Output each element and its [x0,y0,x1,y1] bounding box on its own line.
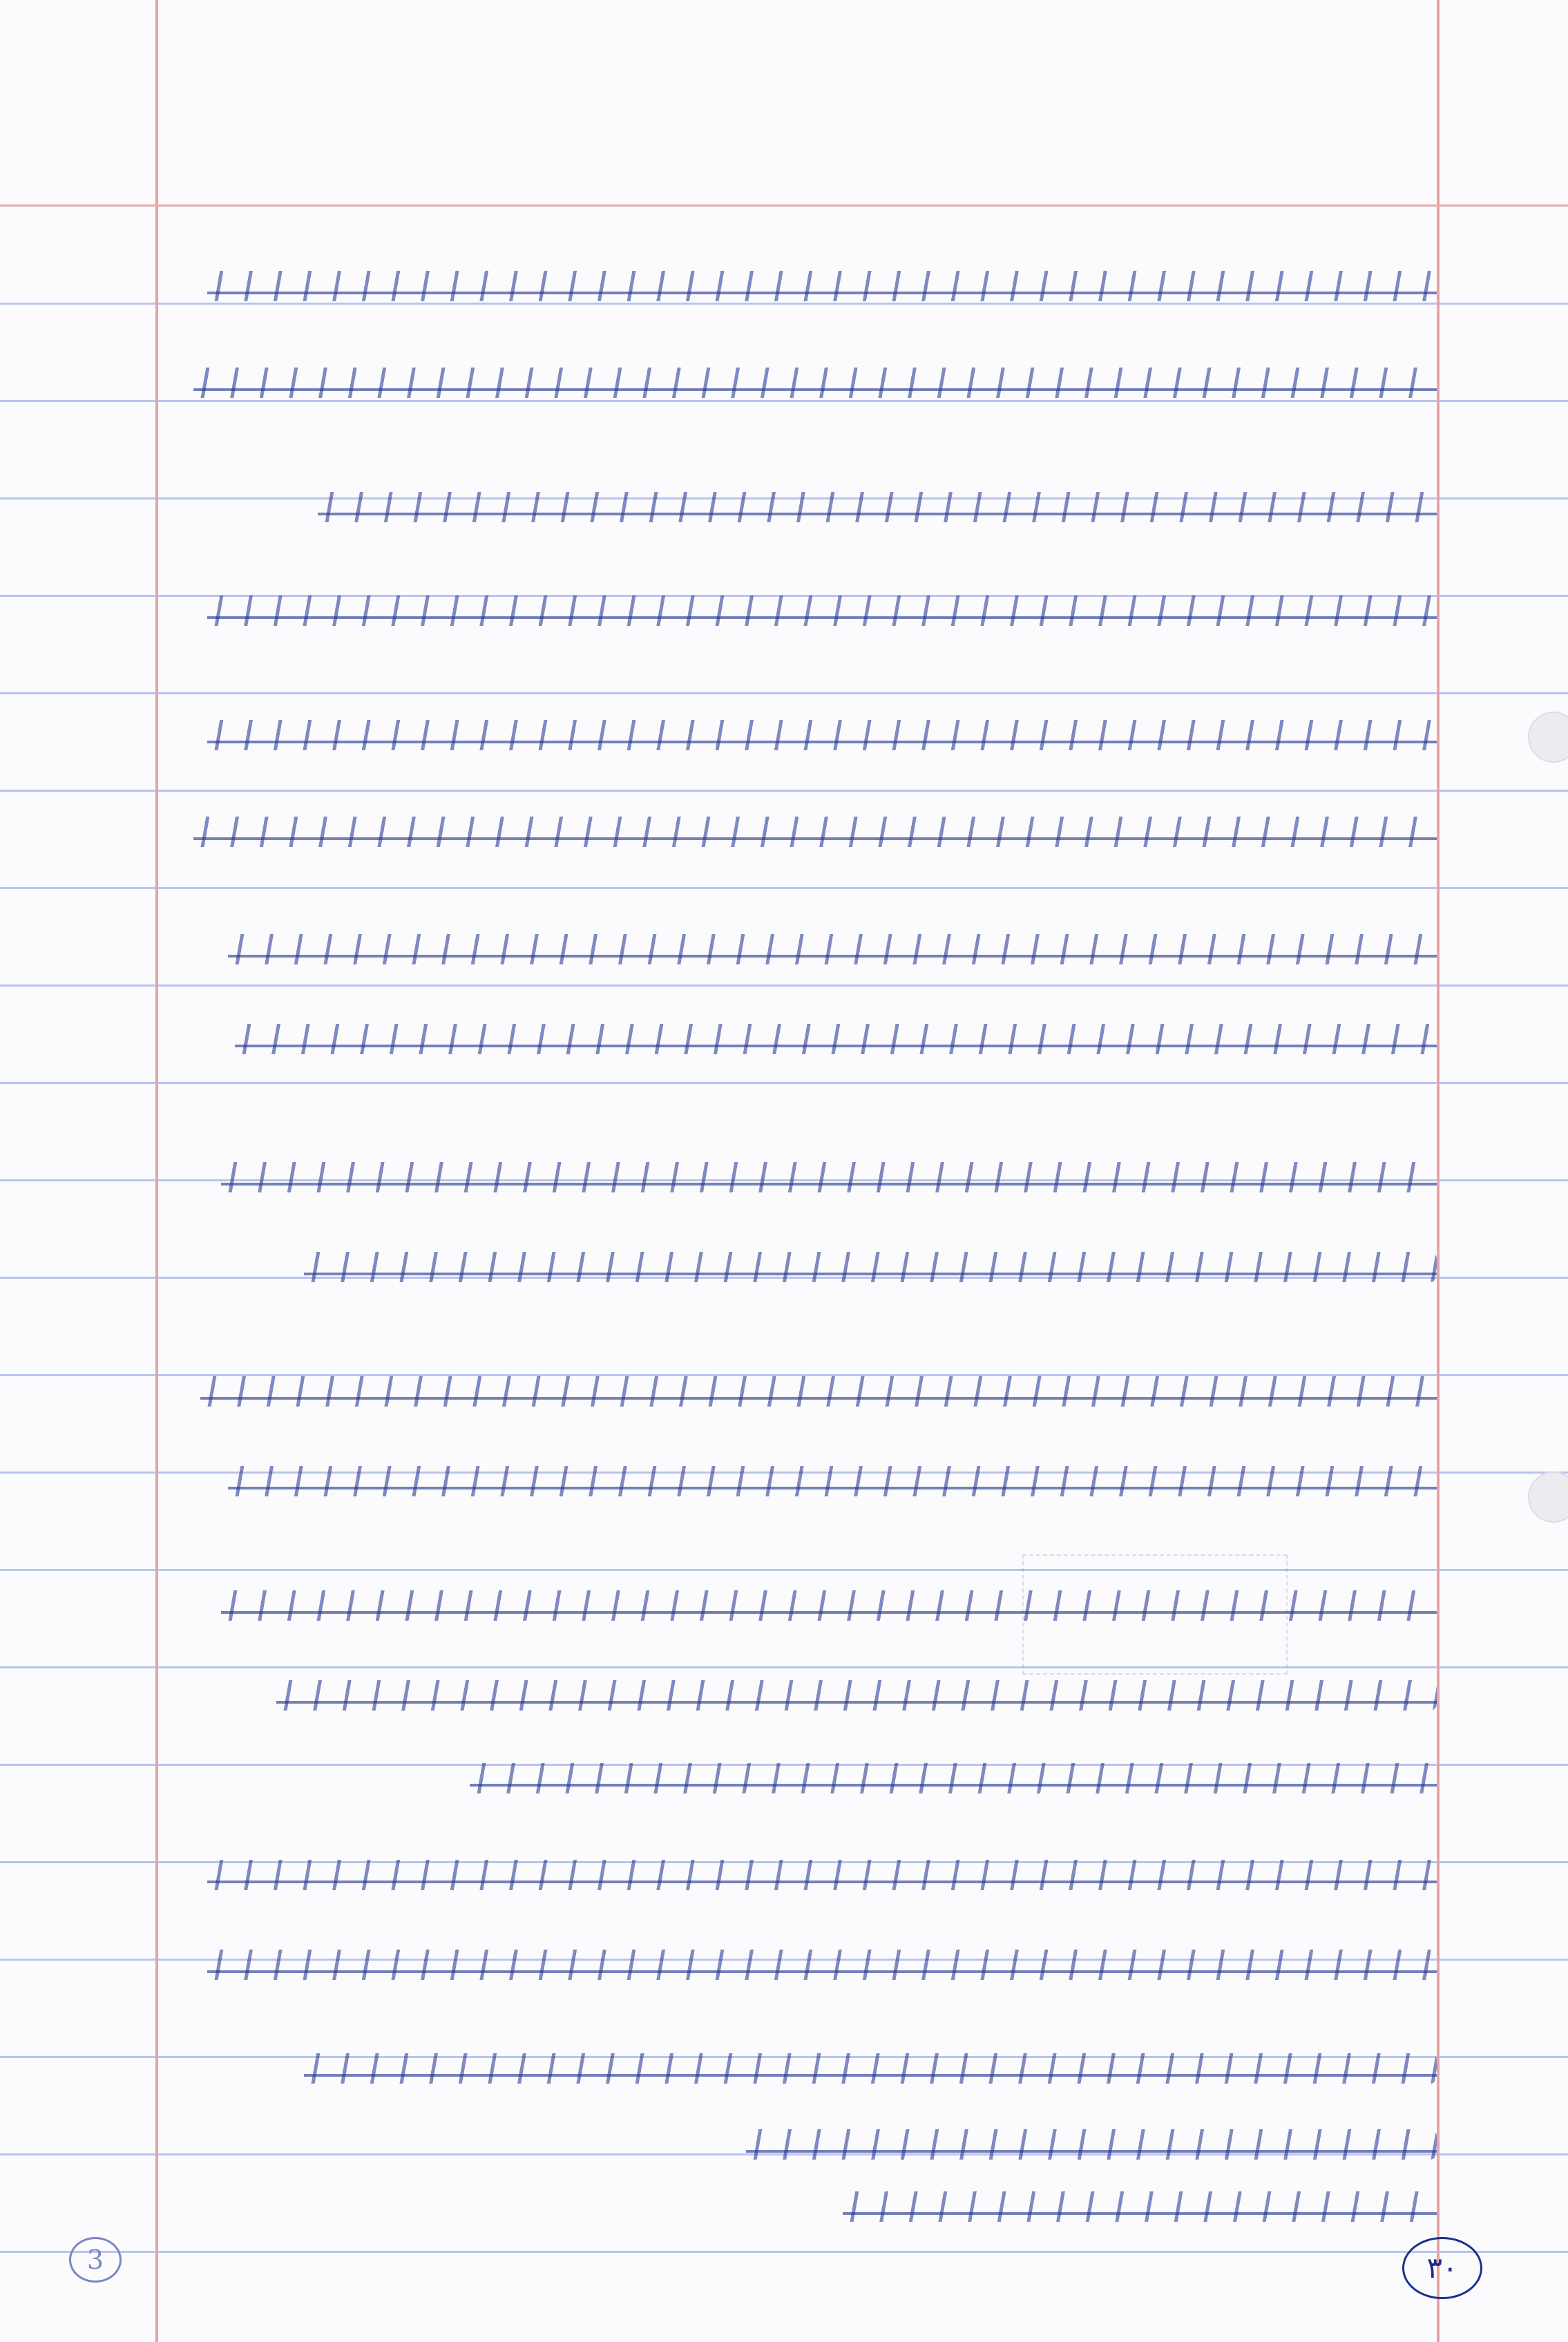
page-number-right: ۳۰ [1402,2237,1482,2299]
handwritten-line-6 [155,801,1437,864]
punch-hole [1528,712,1568,763]
ink-stroke [207,1860,1437,1890]
handwritten-line-19 [155,2114,1437,2176]
handwritten-line-11 [155,1361,1437,1423]
handwritten-line-14 [155,1665,1437,1727]
ink-stroke [221,1162,1437,1192]
ink-stroke [746,2129,1437,2160]
handwritten-line-9 [155,1147,1437,1209]
ink-stroke [304,1252,1437,1282]
ink-stroke [200,1376,1437,1407]
ink-stroke [207,1950,1437,1980]
ink-stroke [193,817,1437,847]
handwritten-line-20 [155,2176,1437,2238]
handwritten-line-4 [155,580,1437,642]
page-number-left: 3 [69,2237,122,2283]
handwritten-line-5 [155,705,1437,767]
handwritten-line-10 [155,1237,1437,1299]
ink-stroke [318,492,1437,522]
handwritten-line-8 [155,1009,1437,1071]
handwritten-line-3 [155,477,1437,539]
ink-stroke [470,1763,1437,1793]
handwritten-line-2 [155,352,1437,415]
ink-stroke [221,1590,1437,1621]
handwritten-line-15 [155,1748,1437,1810]
header-rule [0,204,1568,207]
punch-hole [1528,1472,1568,1523]
ink-stroke [207,720,1437,750]
handwritten-line-17 [155,1934,1437,1997]
handwritten-line-7 [155,919,1437,981]
ink-stroke [843,2191,1437,2222]
handwritten-line-13 [155,1575,1437,1637]
ink-stroke [235,1024,1437,1054]
ink-stroke [276,1680,1437,1711]
ink-stroke [304,2053,1437,2084]
ink-stroke [207,596,1437,626]
ink-stroke [228,934,1437,964]
ink-stroke [193,368,1437,398]
handwritten-line-18 [155,2038,1437,2100]
handwritten-line-16 [155,1845,1437,1907]
ink-stroke [228,1466,1437,1496]
ink-stroke [207,271,1437,301]
handwritten-line-12 [155,1451,1437,1513]
handwritten-line-1 [155,256,1437,318]
